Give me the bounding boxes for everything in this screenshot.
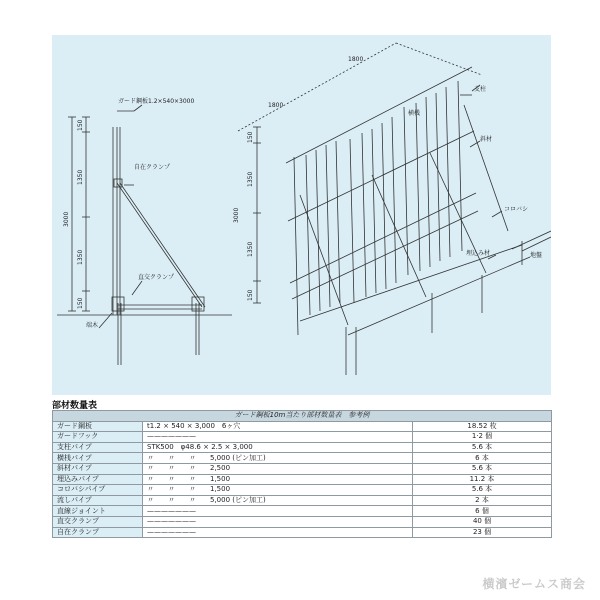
part-qty-cell: 11.2 本 xyxy=(413,474,552,485)
parts-quantity-table xyxy=(52,410,552,538)
part-spec-cell: ——————— xyxy=(143,506,413,517)
watermark: 横濱ゼームス商会 xyxy=(482,577,586,591)
part-name-cell: 斜材パイプ xyxy=(53,463,143,474)
side-dim-top: 150 xyxy=(77,119,84,131)
iso-dim-bottom: 150 xyxy=(247,289,254,301)
guard-plate-label: ガード鋼板1.2×540×3000 xyxy=(118,98,195,105)
part-qty-cell: 18.52 枚 xyxy=(413,421,552,432)
table-row xyxy=(53,474,552,485)
part-name-cell: 支柱パイプ xyxy=(53,442,143,453)
part-qty-cell: 1·2 個 xyxy=(413,432,552,443)
span-2-label: 1800 xyxy=(268,102,284,109)
iso-dim-upper: 1350 xyxy=(247,171,254,187)
part-name-cell: 埋込みパイプ xyxy=(53,474,143,485)
side-dim-bottom: 150 xyxy=(77,297,84,309)
table-caption-row xyxy=(53,411,552,422)
iso-dim-total: 3000 xyxy=(233,207,240,223)
part-spec-cell: 〃 〃 〃 1,500 xyxy=(143,474,413,485)
part-spec-cell: 〃 〃 〃 1,500 xyxy=(143,485,413,496)
side-dim-lower: 1350 xyxy=(77,249,84,265)
table-caption: ガード鋼板10m当たり部材数量表 参考例 xyxy=(53,411,552,422)
section-title: 部材数量表 xyxy=(52,401,98,411)
part-qty-cell: 23 個 xyxy=(413,527,552,538)
table-row xyxy=(53,442,552,453)
brace-label: 斜材 xyxy=(480,136,493,143)
part-name-cell: 流しパイプ xyxy=(53,495,143,506)
part-name-cell: 直線ジョイント xyxy=(53,506,143,517)
iso-dim-lower: 1350 xyxy=(247,241,254,257)
part-name-cell: ガードフック xyxy=(53,432,143,443)
table-row xyxy=(53,453,552,464)
part-spec-cell: ——————— xyxy=(143,432,413,443)
table-row xyxy=(53,516,552,527)
free-clamp-label: 自在クランプ xyxy=(134,164,171,171)
table-row xyxy=(53,495,552,506)
kokopashi-label: コロバシ xyxy=(504,206,529,213)
table-row xyxy=(53,432,552,443)
part-spec-cell: t1.2 × 540 × 3,000 6ヶ穴 xyxy=(143,421,413,432)
embed-label: 埋込み材 xyxy=(466,250,491,257)
table-row xyxy=(53,527,552,538)
part-spec-cell: STK500 φ48.6 × 2.5 × 3,000 xyxy=(143,442,413,453)
post-label: 支柱 xyxy=(474,86,487,93)
part-spec-cell: 〃 〃 〃 5,000 (ピン加工) xyxy=(143,453,413,464)
table-row xyxy=(53,506,552,517)
part-name-cell: 横桟パイプ xyxy=(53,453,143,464)
side-dim-total: 3000 xyxy=(63,211,70,227)
part-qty-cell: 5.6 本 xyxy=(413,442,552,453)
span-1-label: 1800 xyxy=(348,56,364,63)
part-qty-cell: 6 個 xyxy=(413,506,552,517)
table-row xyxy=(53,485,552,496)
structure-drawing xyxy=(52,35,551,395)
table-row xyxy=(53,463,552,474)
part-spec-cell: ——————— xyxy=(143,527,413,538)
end-wood-label: 端木 xyxy=(86,322,99,329)
part-qty-cell: 40 個 xyxy=(413,516,552,527)
part-qty-cell: 6 本 xyxy=(413,453,552,464)
ground-label: 地盤 xyxy=(530,252,543,259)
part-qty-cell: 2 本 xyxy=(413,495,552,506)
part-name-cell: ガード鋼板 xyxy=(53,421,143,432)
part-name-cell: 直交クランプ xyxy=(53,516,143,527)
table-row xyxy=(53,421,552,432)
iso-dim-top: 150 xyxy=(247,131,254,143)
cross-clamp-label: 直交クランプ xyxy=(138,274,175,281)
part-name-cell: コロバシパイプ xyxy=(53,485,143,496)
part-spec-cell: 〃 〃 〃 2,500 xyxy=(143,463,413,474)
part-qty-cell: 5.6 本 xyxy=(413,463,552,474)
side-dim-upper: 1350 xyxy=(77,169,84,185)
lateral-label: 横桟 xyxy=(408,110,421,117)
part-spec-cell: 〃 〃 〃 5,000 (ピン加工) xyxy=(143,495,413,506)
part-name-cell: 自在クランプ xyxy=(53,527,143,538)
part-qty-cell: 5.6 本 xyxy=(413,485,552,496)
part-spec-cell: ——————— xyxy=(143,516,413,527)
